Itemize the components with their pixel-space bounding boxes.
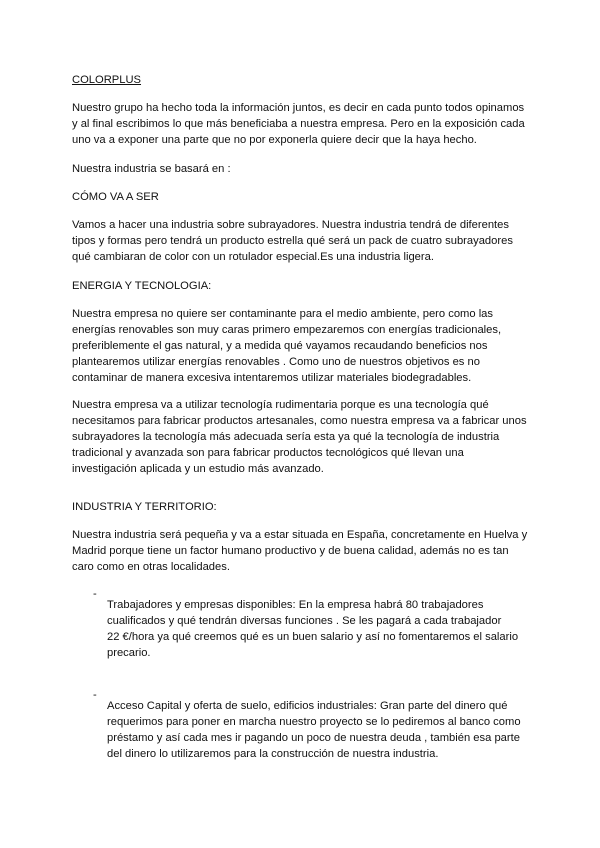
industria-line: Madrid porque tiene un factor humano productivo y de buena calidad, además no es tan	[72, 545, 509, 557]
como-line: Vamos a hacer una industria sobre subrayadores. Nuestra industria tendrá de diferentes	[72, 219, 509, 231]
doc-title: COLORPLUS	[72, 74, 142, 86]
bullet2-line: Acceso Capital y oferta de suelo, edificios industriales: Gran parte del dinero qué	[107, 700, 508, 713]
bullet-marker: -	[93, 689, 97, 701]
bullet1-line: cualificados y qué tendrán diversas funciones . Se les pagará a cada trabajador	[107, 615, 502, 628]
bullet2-line: requerimos para poner en marcha nuestro proyecto se lo pediremos al banco como	[107, 716, 521, 729]
energia-p2-line: tradicional y avanzada son para fabricar productos tecnológicos qué llevan una	[72, 447, 464, 459]
bullet2-line: del dinero lo utilizaremos para la construcción de nuestra industria.	[107, 748, 439, 761]
industria-line: caro como en otras localidades.	[72, 561, 230, 573]
bullet2-line: préstamo y así cada mes ir pagando un poco de nuestra deuda , también esa parte	[107, 732, 520, 745]
intro-line: Nuestro grupo ha hecho toda la información juntos, es decir en cada punto todos opinamos	[72, 102, 525, 114]
energia-heading: ENERGIA Y TECNOLOGIA:	[72, 280, 212, 292]
energia-p1-line: energías renovables son muy caras primero empezaremos con energías tradicionales,	[72, 324, 502, 336]
bullet1-line: precario.	[107, 647, 151, 660]
bullet-marker: -	[93, 588, 97, 600]
energia-p2-line: necesitamos para fabricar productos artesanales, como nuestra empresa va a fabricar unos	[72, 415, 527, 427]
industria-heading: INDUSTRIA Y TERRITORIO:	[72, 501, 217, 513]
como-line: qué cambiaran de color con un rotulador especial.Es una industria ligera.	[72, 251, 434, 263]
energia-p1-line: contaminar de manera excesiva intentaremos utilizar materiales biodegradables.	[72, 372, 472, 384]
energia-p1-line: Nuestra empresa no quiere ser contaminante para el medio ambiente, pero como las	[72, 308, 494, 320]
intro-line: y al final escribimos lo que más beneficiaba a nuestra empresa. Pero en la exposición cada	[72, 118, 525, 130]
industria-line: Nuestra industria será pequeña y va a estar situada en España, concretamente en Huelva y	[72, 529, 528, 541]
energia-p1-line: preferiblemente el gas natural, y a medida qué vayamos recaudando beneficios nos	[72, 340, 488, 352]
bullet1-line: 22 €/hora ya qué creemos qué es un buen salario y así no fomentaremos el salario	[107, 631, 519, 644]
energia-p2-line: subrayadores la tecnología más adecuada sería esta ya qué la tecnología de industria	[72, 431, 500, 443]
basis-line: Nuestra industria se basará en :	[72, 163, 231, 175]
energia-p2-line: investigación aplicada y un estudio más avanzado.	[72, 463, 324, 475]
energia-p1-line: plantearemos utilizar energías renovables . Como uno de nuestros objetivos es no	[72, 356, 480, 368]
bullet1-line: Trabajadores y empresas disponibles: En la empresa habrá 80 trabajadores	[107, 599, 484, 612]
energia-p2-line: Nuestra empresa va a utilizar tecnología rudimentaria porque es una tecnología qué	[72, 399, 489, 411]
como-heading: CÓMO VA A SER	[72, 191, 159, 203]
intro-line: uno va a exponer una parte que no por exponerla quiere decir que la haya hecho.	[72, 134, 477, 146]
como-line: tipos y formas pero tendrá un producto estrella qué será un pack de cuatro subrayadores	[72, 235, 513, 247]
